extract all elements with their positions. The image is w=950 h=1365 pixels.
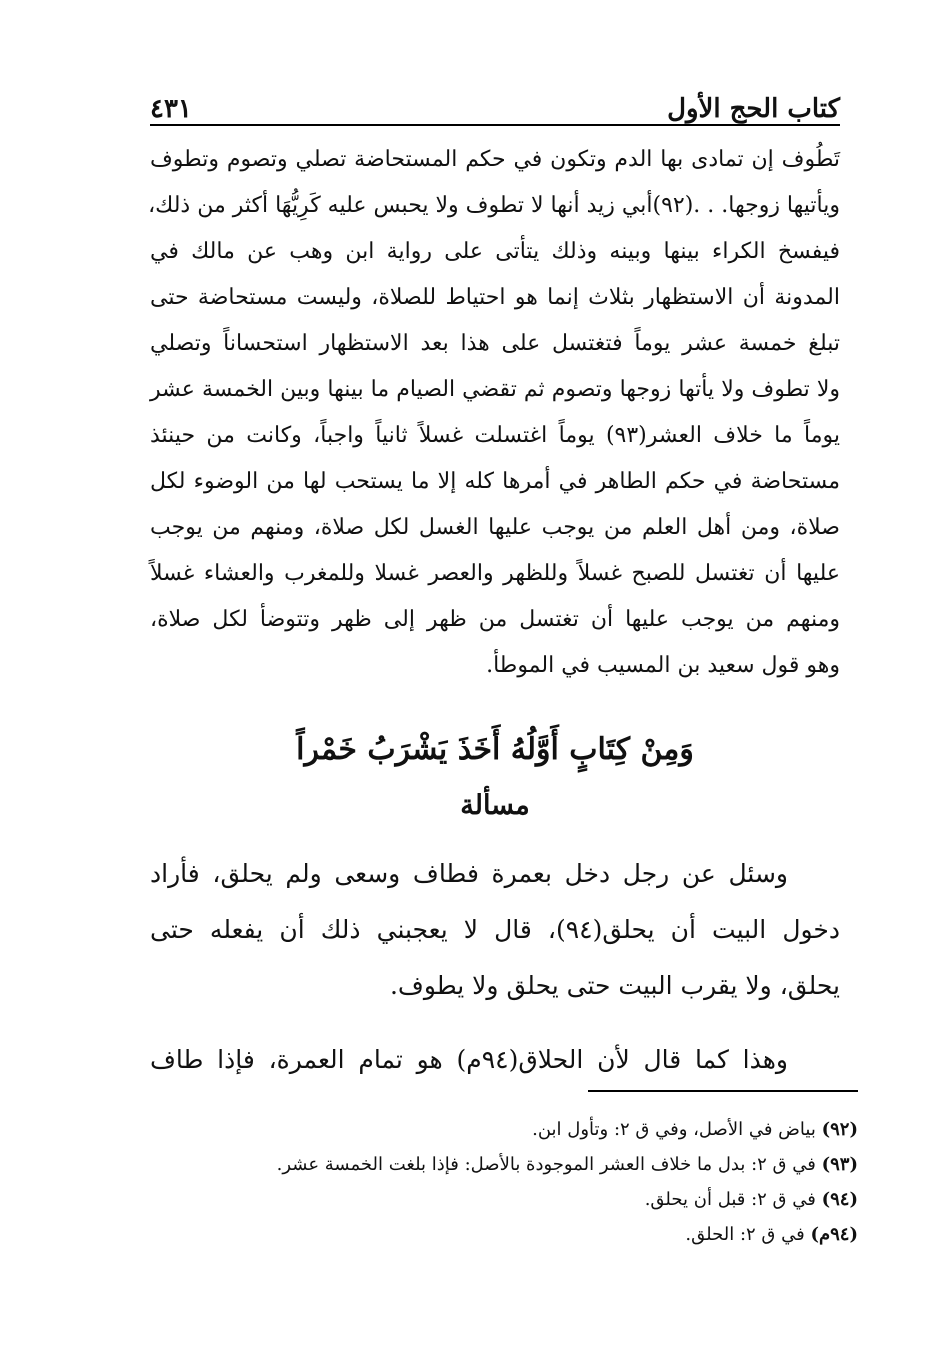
text-line: مستحاضة في حكم الطاهر في أمرها كله إلا ما يستحب لها من الوضوء لكل: [150, 469, 840, 494]
question-line: يحلق، ولا يقرب البيت حتى يحلق ولا يطوف.: [389, 971, 840, 1000]
footnotes: [150, 1112, 858, 1252]
footnote-text: بياض في الأصل، وفي ق ٢: وتأول ابن.: [532, 1119, 816, 1140]
question-line: دخول البيت أن يحلق(٩٤)، قال لا يعجبني ذلك أن يفعله حتى: [150, 915, 840, 944]
footnote: [150, 1217, 858, 1252]
header-rule: [150, 124, 840, 126]
page-header: [150, 72, 840, 122]
text-line: ويأتيها زوجها. . .(٩٢)أبي زيد أنها لا تطوف ولا يحبس عليه كَرِيُّهَا أكثر من ذلك،: [148, 193, 840, 218]
footnote-number: (٩٤): [821, 1189, 858, 1210]
question-line: وسئل عن رجل دخل بعمرة فطاف وسعى ولم يحلق، فأراد: [150, 859, 788, 888]
footnote: [150, 1112, 858, 1147]
footnote: [150, 1147, 858, 1182]
page-number: ٤٣١: [150, 94, 192, 124]
text-line: يوماً ما خلاف العشر(٩٣) يوماً اغتسلت غسلاً ثانياً واجباً، وكانت من حينئذ: [150, 423, 840, 448]
footnote-text: في ق ٢: الحلق.: [685, 1224, 805, 1245]
footnote-separator: [588, 1090, 858, 1092]
footnote-number: (٩٣): [821, 1154, 858, 1175]
question-paragraph: [150, 846, 840, 1088]
footnote-text: في ق ٢: قبل أن يحلق.: [644, 1189, 816, 1210]
text-line: وهو قول سعيد بن المسيب في الموطأ.: [486, 653, 840, 678]
text-line: فيفسخ الكراء بينها وبينه وذلك يتأتى على رواية ابن وهب عن مالك في: [150, 239, 840, 264]
section-title: وَمِنْ كِتَابٍ أَوَّلُهُ أَخَذَ يَشْرَبُ خَمْراً: [296, 732, 694, 767]
text-line: المدونة أن الاستظهار بثلاث إنما هو احتياط للصلاة، وليست مستحاضة حتى: [150, 285, 840, 310]
text-line: تَطُوف إن تمادى بها الدم وتكون في حكم المستحاضة تصلي وتصوم وتطوف: [150, 147, 840, 172]
text-line: صلاة، ومن أهل العلم من يوجب عليها الغسل لكل صلاة، ومنهم من يوجب: [150, 515, 840, 540]
text-line: عليها أن تغتسل للصبح غسلاً وللظهر والعصر غسلا وللمغرب والعشاء غسلاً: [150, 561, 840, 586]
running-title: كتاب الحج الأول: [667, 94, 840, 124]
paragraph-gap: [150, 1014, 840, 1032]
main-paragraph: [150, 137, 840, 689]
text-line: ومنهم من يوجب عليها أن تغتسل من ظهر إلى ظهر وتتوضأ لكل صلاة،: [150, 607, 840, 632]
footnote-number: (٩٢): [821, 1119, 858, 1140]
footnote-number: (٩٤م): [810, 1224, 858, 1245]
footnote-text: في ق ٢: بدل ما خلاف العشر الموجودة بالأصل: فإذا بلغت الخمسة عشر.: [276, 1154, 816, 1175]
section-subheading: مسألة: [460, 790, 530, 821]
commentary-line: وهذا كما قال لأن الحلاق(٩٤م) هو تمام العمرة، فإذا طاف: [150, 1045, 789, 1074]
footnote: [150, 1182, 858, 1217]
text-line: ولا تطوف ولا يأتها زوجها وتصوم ثم تقضي الصيام ما بينها وبين الخمسة عشر: [150, 377, 840, 402]
text-line: تبلغ خمسة عشر يوماً فتغتسل على هذا بعد الاستظهار استحساناً وتصلي: [150, 331, 840, 356]
